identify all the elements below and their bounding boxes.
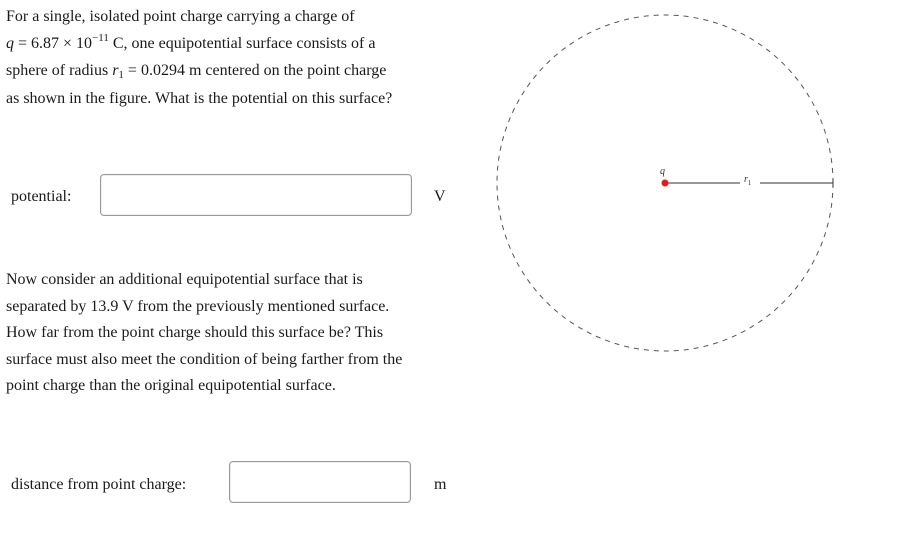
radius-label: r1	[744, 174, 752, 187]
distance-label: distance from point charge:	[11, 476, 187, 493]
equipotential-figure	[490, 8, 840, 358]
charge-exponent: −11	[92, 31, 109, 44]
point-charge	[662, 180, 669, 187]
charge-symbol: q	[6, 34, 14, 52]
question-2-line-1: Now consider an additional equipotential surface that is	[6, 271, 363, 288]
question-2-line-5: point charge than the original equipotential surface.	[6, 377, 336, 394]
distance-unit: m	[434, 476, 447, 493]
question-1-text	[6, 4, 456, 112]
question-1-line-4: as shown in the figure. What is the potential on this surface?	[6, 89, 393, 107]
distance-input[interactable]	[229, 461, 411, 503]
question-2-line-3: How far from the point charge should this surface be? This	[6, 324, 384, 341]
potential-unit: V	[434, 188, 446, 205]
radius-intro: sphere of radius	[6, 62, 113, 79]
question-2-text	[6, 267, 476, 400]
charge-unit-text: C, one equipotential surface consists of a	[108, 34, 376, 52]
potential-label: potential:	[11, 188, 72, 205]
charge-label: q	[660, 166, 665, 177]
question-2-line-2: separated by 13.9 V from the previously mentioned surface.	[6, 297, 390, 315]
potential-input[interactable]	[100, 174, 412, 216]
radius-value: = 0.0294 m centered on the point charge	[123, 62, 387, 79]
charge-value: = 6.87 × 10	[14, 34, 93, 52]
radius-symbol: r	[112, 62, 119, 79]
question-1-line-1: For a single, isolated point charge carrying a charge of	[6, 8, 355, 25]
question-2-line-4: surface must also meet the condition of being farther from the	[6, 350, 403, 368]
radius-subscript: 1	[118, 69, 124, 81]
